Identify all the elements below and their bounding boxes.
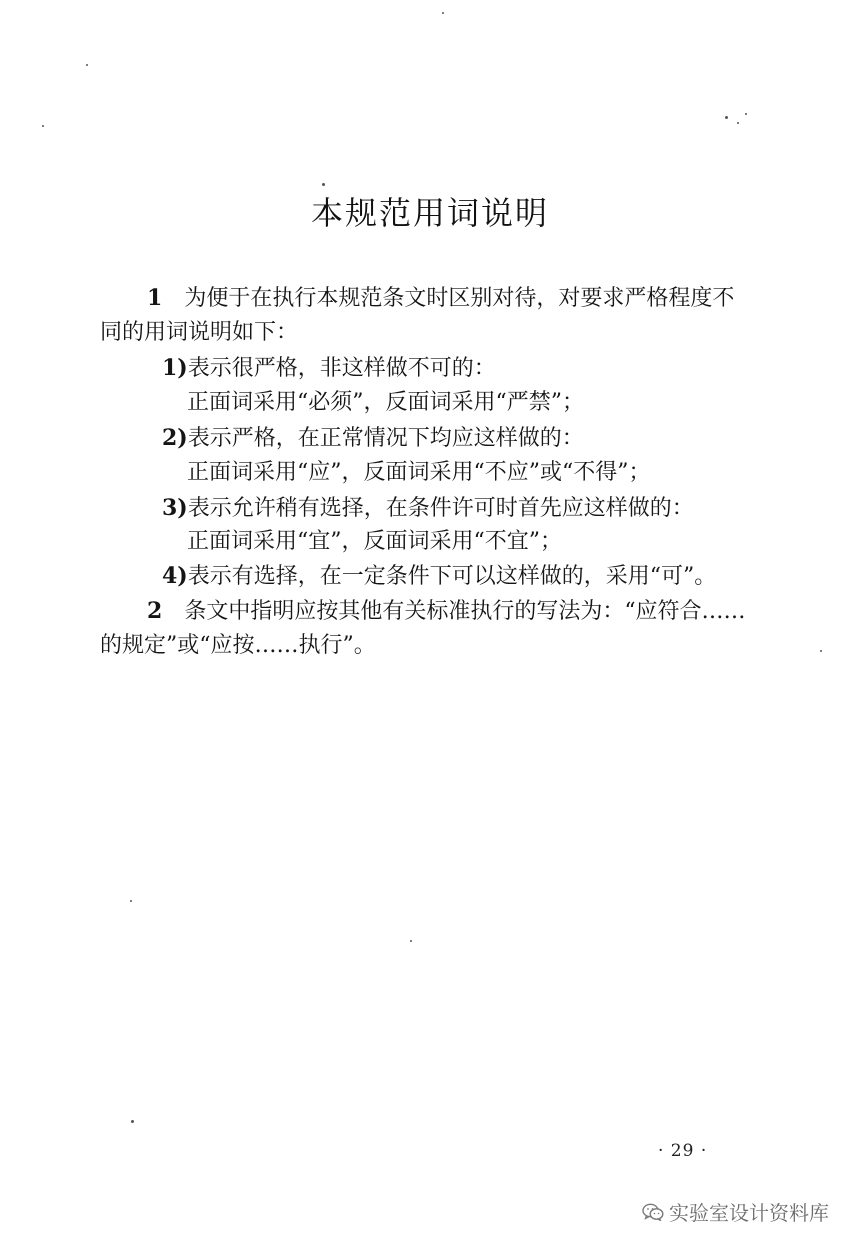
paragraph-text: 同的用词说明如下： (100, 320, 299, 345)
list-item-3 (162, 493, 694, 524)
item-text: 表示很严格，非这样做不可的： (187, 356, 496, 381)
paragraph-text: 的规定”或“应按……执行”。 (100, 633, 376, 658)
paragraph-2-line-2 (100, 631, 376, 661)
scan-speck (745, 113, 747, 115)
item-number: 4) (162, 563, 188, 589)
page-number: · 29 · (658, 1141, 708, 1161)
watermark (642, 1197, 829, 1226)
scan-speck (130, 900, 132, 902)
clause-number: 1 (147, 285, 163, 311)
item-number: 2) (162, 425, 188, 451)
watermark-text: 实验室设计资料库 (669, 1201, 829, 1225)
item-text: 表示允许稍有选择，在条件许可时首先应这样做的： (187, 496, 694, 521)
item-detail-text: 正面词采用“必须”，反面词采用“严禁”； (187, 390, 584, 415)
scan-speck (131, 1120, 134, 1123)
item-number: 1) (162, 355, 188, 381)
scan-speck (42, 125, 44, 127)
scan-speck (442, 12, 444, 14)
paragraph-text: 条文中指明应按其他有关标准执行的写法为：“应符合…… (184, 599, 746, 624)
scan-speck (322, 183, 325, 186)
item-detail-text: 正面词采用“宜”，反面词采用“不宜”； (187, 529, 562, 554)
scan-speck (820, 650, 822, 652)
list-item-2 (162, 423, 584, 454)
item-detail-text: 正面词采用“应”，反面词采用“不应”或“不得”； (187, 460, 651, 485)
item-text: 表示严格，在正常情况下均应这样做的： (187, 426, 584, 451)
wechat-icon (642, 1203, 664, 1221)
paragraph-1-line-2 (100, 318, 298, 348)
scan-speck (410, 940, 412, 942)
scan-speck (737, 122, 739, 124)
clause-number: 2 (147, 598, 163, 624)
scan-speck (86, 64, 88, 66)
item-text: 表示有选择，在一定条件下可以这样做的，采用“可”。 (187, 564, 717, 589)
paragraph-text: 为便于在执行本规范条文时区别对待，对要求严格程度不 (184, 286, 735, 311)
item-number: 3) (162, 495, 188, 521)
paragraph-1-line-1 (147, 283, 734, 314)
list-item-1-detail (187, 388, 584, 418)
list-item-2-detail (187, 458, 650, 488)
scan-speck (725, 116, 728, 119)
page-title: 本规范用词说明 (310, 194, 549, 232)
paragraph-2-line-1 (147, 596, 746, 627)
list-item-1 (162, 353, 496, 384)
list-item-4 (162, 561, 716, 592)
list-item-3-detail (187, 527, 562, 557)
